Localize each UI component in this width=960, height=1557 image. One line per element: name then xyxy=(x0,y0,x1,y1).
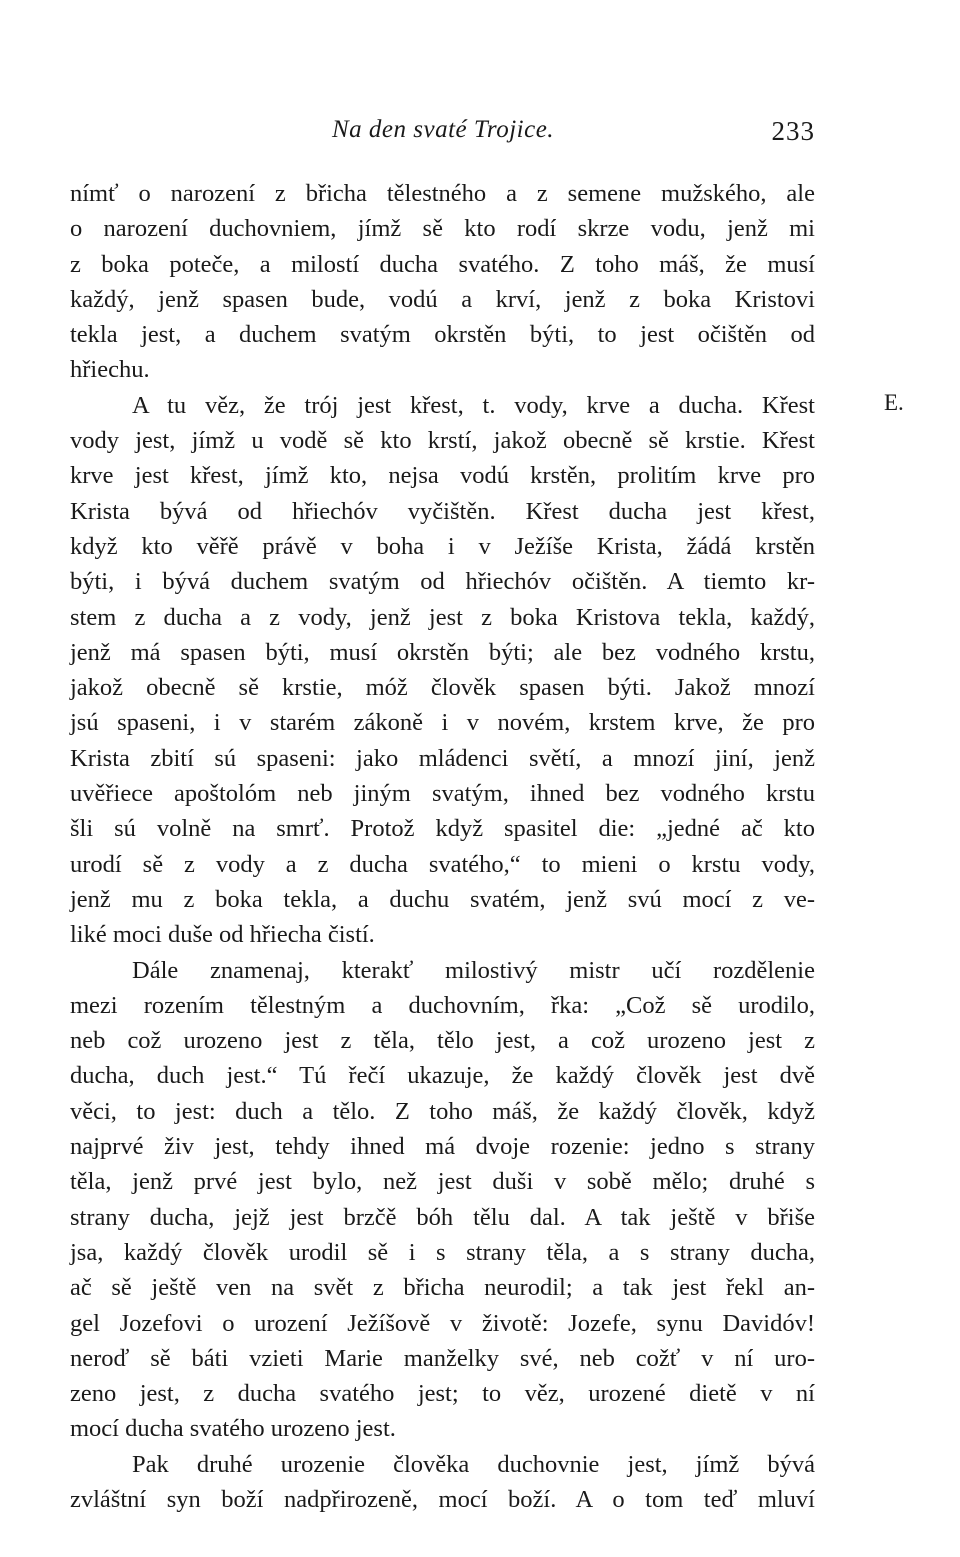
text-line: jsa, každý člověk urodil sě i s strany těla, a s strany ducha, xyxy=(70,1238,815,1266)
text-line: každý, jenž spasen bude, vodú a krví, jenž z boka Kristovi xyxy=(70,285,815,313)
paragraph-start-line: A tu věz, že trój jest křest, t. vody, krve a ducha. Křest xyxy=(132,391,815,419)
text-line: jsú spaseni, i v starém zákoně i v novém, krstem krve, že pro xyxy=(70,709,815,737)
running-head xyxy=(70,116,815,156)
text-line: o narození duchovniem, jímž sě kto rodí skrze vodu, jenž mi xyxy=(70,215,815,243)
text-line: jenž mu z boka tekla, a duchu svatém, jenž svú mocí z ve- xyxy=(70,885,815,913)
text-line: hřiechu. xyxy=(70,356,150,384)
text-line: neb což urozeno jest z těla, tělo jest, a což urozeno jest z xyxy=(70,1027,815,1055)
text-line: zeno jest, z ducha svatého jest; to věz, urozené dietě v ní xyxy=(70,1380,815,1408)
text-line: Krista bývá od hřiechóv vyčištěn. Křest ducha jest křest, xyxy=(70,497,815,525)
page-number: 233 xyxy=(771,116,815,146)
text-line: ač sě ještě ven na svět z břicha neurodil; a tak jest řekl an- xyxy=(70,1274,815,1302)
paragraph-start-line: Pak druhé urozenie člověka duchovnie jest, jímž bývá xyxy=(132,1450,815,1478)
text-line: strany ducha, jejž jest brzčě bóh tělu dal. A tak ještě v břiše xyxy=(70,1203,815,1231)
paragraph-start-line: Dále znamenaj, kterakť milostivý mistr učí rozdělenie xyxy=(132,956,815,984)
text-line: těla, jenž prvé jest bylo, než jest duši v sobě mělo; druhé s xyxy=(70,1168,815,1196)
text-line: Krista zbití sú spaseni: jako mládenci světí, a mnozí jiní, jenž xyxy=(70,744,815,772)
text-line: když kto věřě právě v boha i v Ježíše Krista, žádá krstěn xyxy=(70,532,815,560)
text-line: mezi rozením tělestným a duchovním, řka: „Což sě urodilo, xyxy=(70,991,815,1019)
text-line: gel Jozefovi o urození Ježíšově v životě: Jozefe, synu Davidóv! xyxy=(70,1309,815,1337)
body-text xyxy=(70,176,815,1517)
text-line: uvěřiece apoštolóm neb jiným svatým, ihned bez vodného krstu xyxy=(70,780,815,808)
margin-note: E. xyxy=(884,390,904,415)
text-line: zvláštní syn boží nadpřirozeně, mocí boží. A o tom teď mluví xyxy=(70,1485,815,1513)
text-line: neroď sě báti vzieti Marie manželky své, neb cožť v ní uro- xyxy=(70,1344,815,1372)
text-line: věci, to jest: duch a tělo. Z toho máš, že každý člověk, když xyxy=(70,1097,815,1125)
text-line: najprvé živ jest, tehdy ihned má dvoje rozenie: jedno s strany xyxy=(70,1133,815,1161)
text-line: šli sú volně na smrť. Protož když spasitel die: „jedné ač kto xyxy=(70,815,815,843)
text-line: býti, i bývá duchem svatým od hřiechóv očištěn. A tiemto kr- xyxy=(70,568,815,596)
text-line: z boka poteče, a milostí ducha svatého. Z toho máš, že musí xyxy=(70,250,815,278)
text-line: jenž má spasen býti, musí okrstěn býti; ale bez vodného krstu, xyxy=(70,638,815,666)
text-line: krve jest křest, jímž kto, nejsa vodú krstěn, prolitím krve pro xyxy=(70,462,815,490)
text-line: urodí sě z vody a z ducha svatého,“ to mieni o krstu vody, xyxy=(70,850,815,878)
text-line: jakož obecně sě krstie, móž člověk spasen býti. Jakož mnozí xyxy=(70,674,815,702)
text-line: tekla jest, a duchem svatým okrstěn býti, to jest očištěn od xyxy=(70,321,815,349)
text-line: nímť o narození z břicha tělestného a z semene mužského, ale xyxy=(70,180,815,207)
text-line: liké moci duše od hřiecha čistí. xyxy=(70,921,375,949)
text-line: mocí ducha svatého urozeno jest. xyxy=(70,1415,396,1443)
text-line: vody jest, jímž u vodě sě kto krstí, jakož obecně sě krstie. Křest xyxy=(70,427,815,455)
running-title: Na den svaté Trojice. xyxy=(332,116,555,143)
text-line: stem z ducha a z vody, jenž jest z boka Kristova tekla, každý, xyxy=(70,603,815,631)
text-line: ducha, duch jest.“ Tú řečí ukazuje, že každý člověk jest dvě xyxy=(70,1062,815,1090)
